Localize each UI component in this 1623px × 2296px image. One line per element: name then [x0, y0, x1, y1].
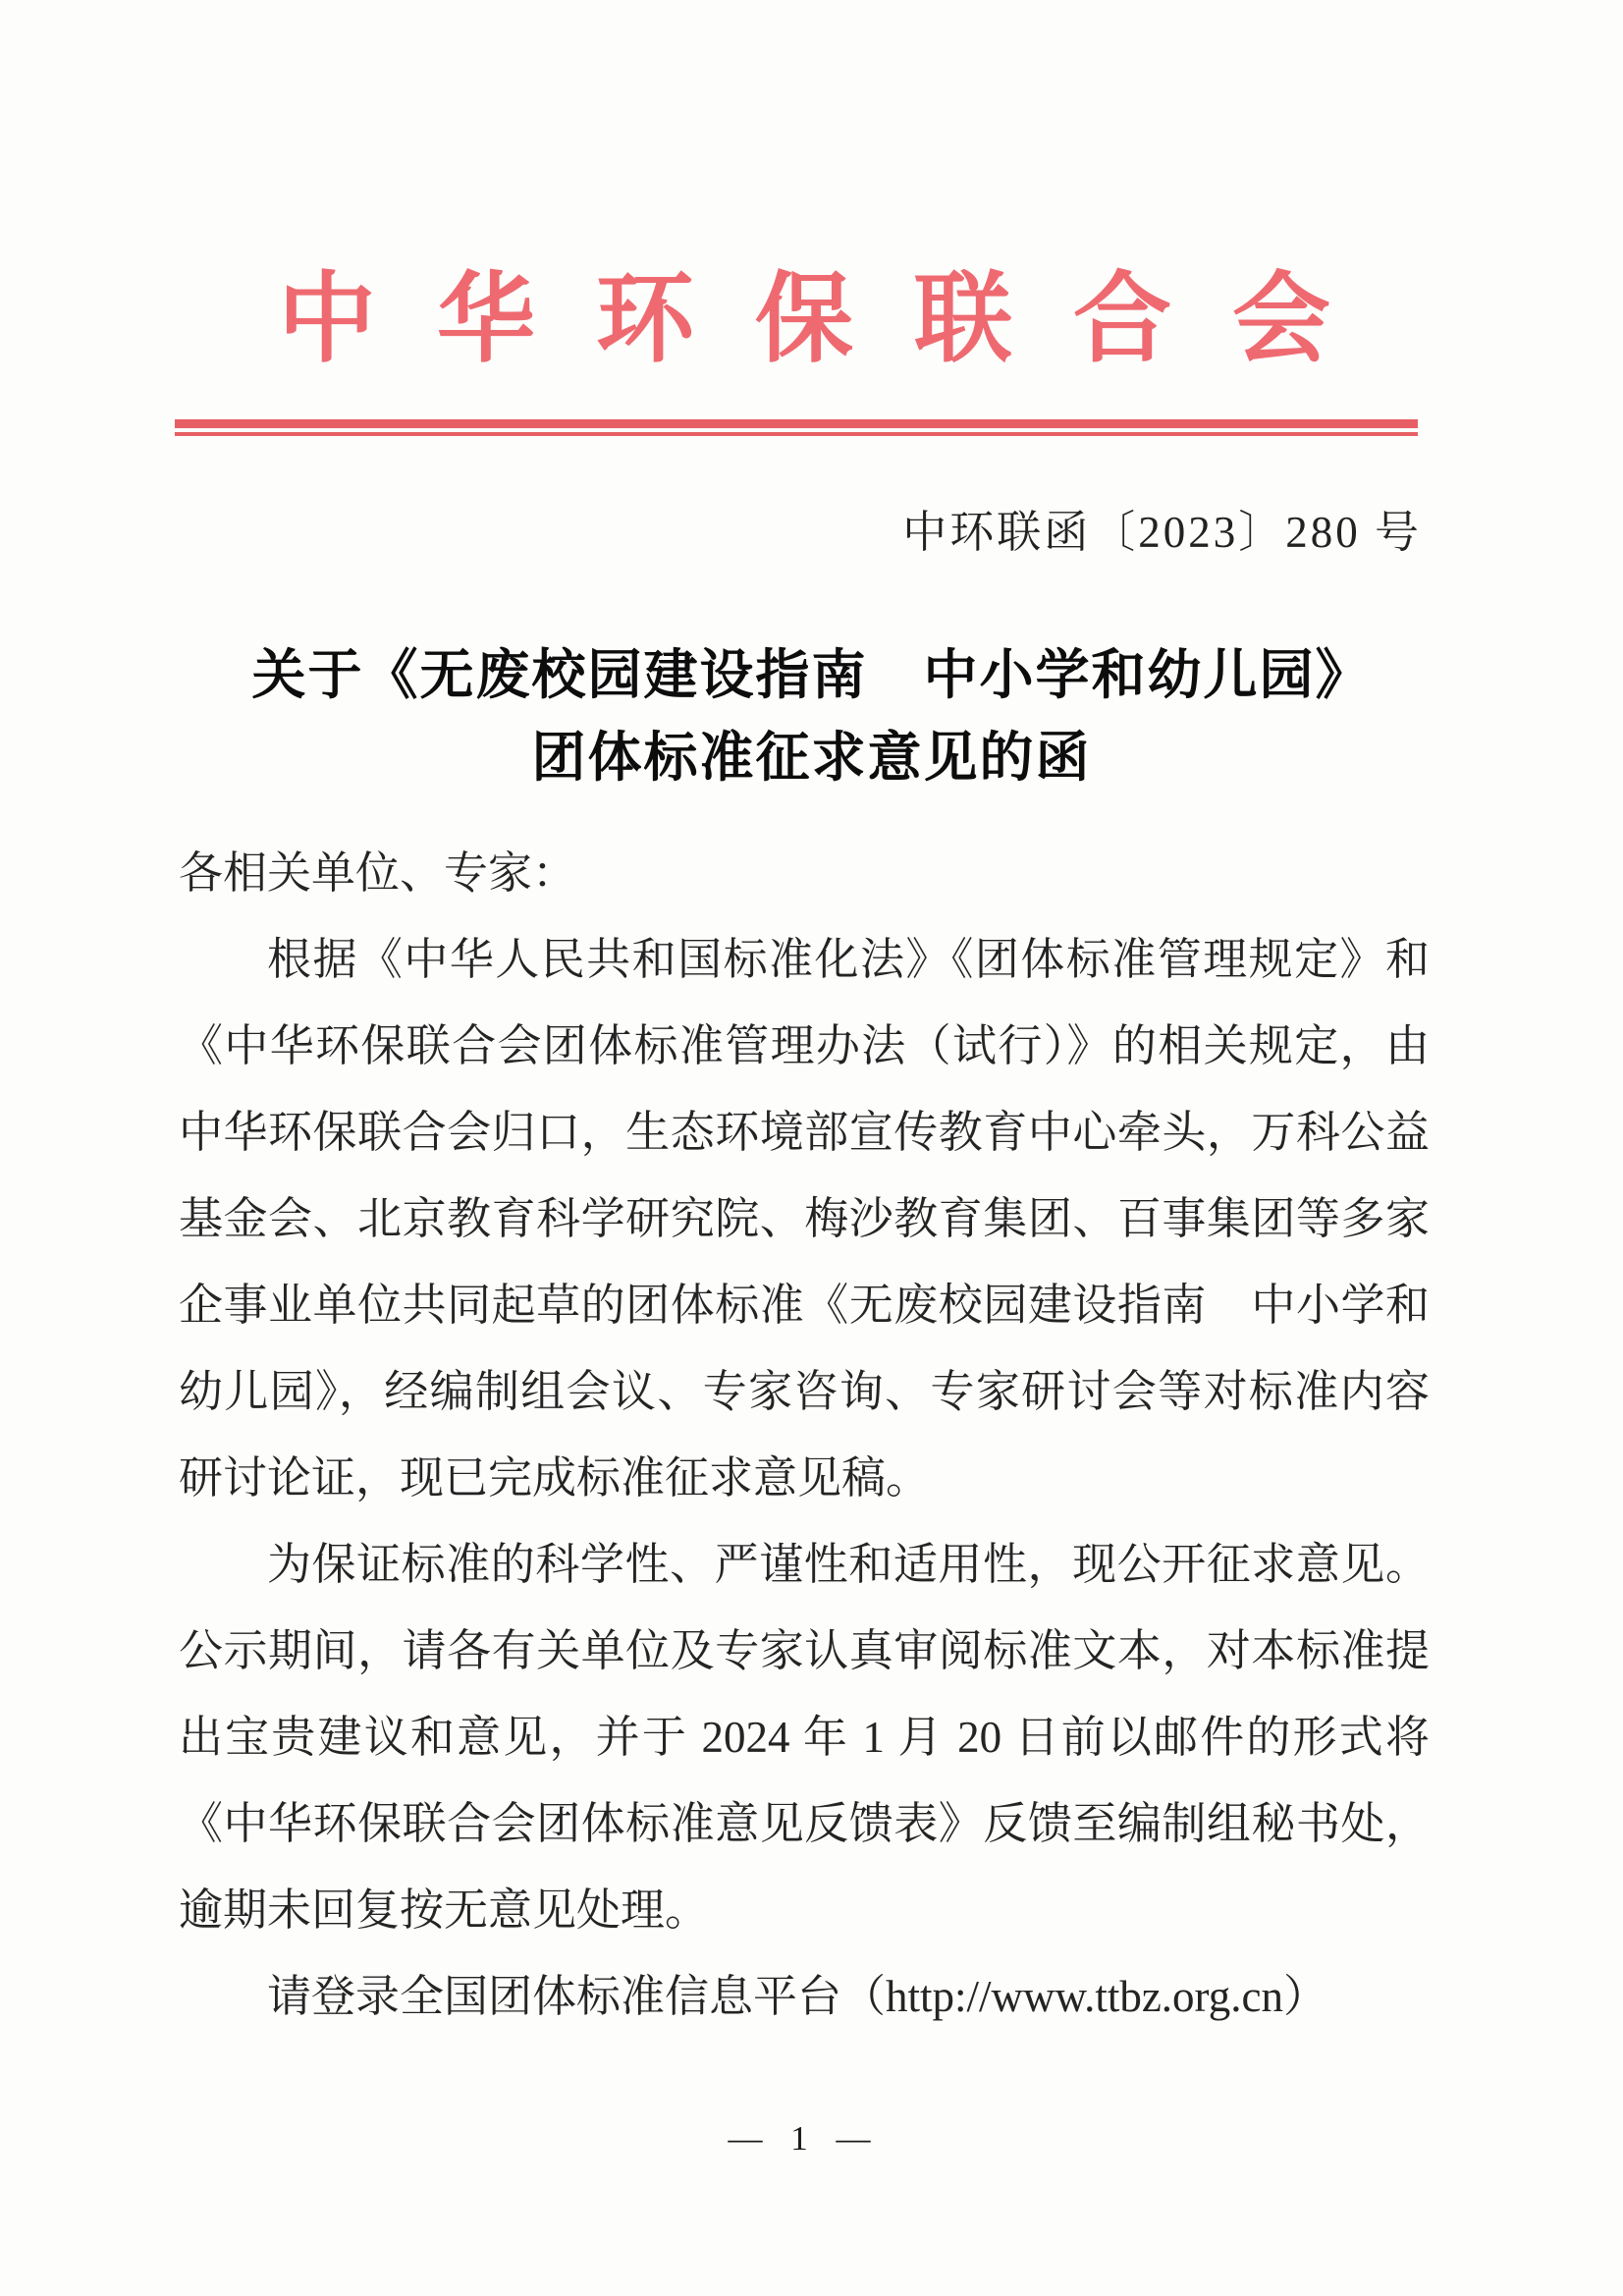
document-title-line-2: 团体标准征求意见的函 — [531, 727, 1092, 788]
document-title — [79, 633, 1544, 798]
divider-thick-line — [175, 419, 1418, 428]
letterhead-divider — [175, 419, 1418, 436]
divider-thin-line — [175, 432, 1418, 436]
document-body — [179, 830, 1430, 2040]
page-number: — 1 — — [728, 2119, 881, 2158]
document-reference-number: 中环联函〔2023〕280 号 — [902, 508, 1422, 557]
letterhead-org-name: 中华环保联合会 — [278, 265, 1391, 374]
document-title-line-1: 关于《无废校园建设指南 中小学和幼儿园》 — [251, 644, 1372, 705]
body-paragraph-3-platform-url: 请登录全国团体标准信息平台（http://www.ttbz.org.cn） — [267, 1972, 1327, 2021]
salutation: 各相关单位、专家： — [179, 848, 577, 898]
body-paragraph-1: 根据《中华人民共和国标准化法》《团体标准管理规定》和《中华环保联合会团体标准管理办法（试行）》的相关规定，由中华环保联合会归口，生态环境部宣传教育中心牵头，万科公益基金会、北京教育科学研究院、梅沙教育集团、百事集团等多家企事业单位共同起草的团体标准《无废校园建设指南 中小学和幼儿园》，经编制组会议、专家咨询、专家研讨会等对标准内容研讨论证，现已完成标准征求意见稿。 — [179, 935, 1430, 1503]
body-paragraph-2: 为保证标准的科学性、严谨性和适用性，现公开征求意见。公示期间，请各有关单位及专家认真审阅标准文本，对本标准提出宝贵建议和意见，并于 2024 年 1 月 20 日前以邮件的形式将《中华环保联合会团体标准意见反馈表》反馈至编制组秘书处，逾期未回复按无意见处理。 — [179, 1540, 1430, 1935]
